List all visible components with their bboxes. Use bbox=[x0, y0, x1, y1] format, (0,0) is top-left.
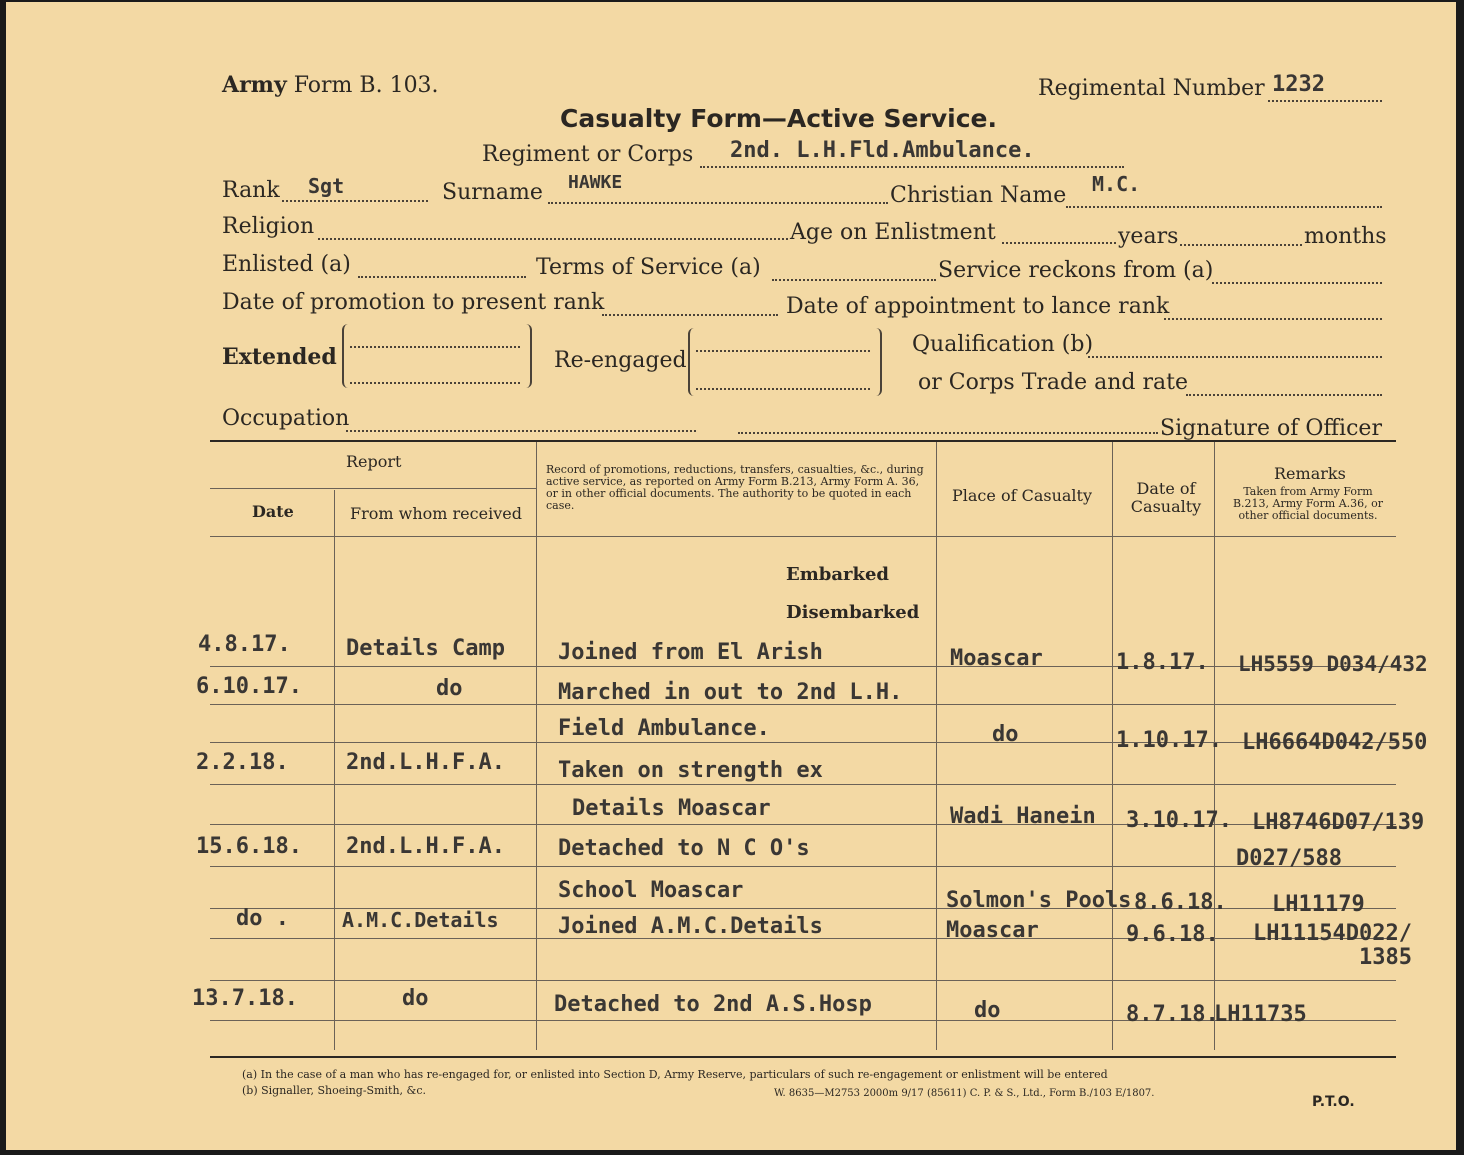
row-from: A.M.C.Details bbox=[342, 908, 499, 932]
row-casualty-date: 8.6.18. bbox=[1134, 890, 1227, 915]
disembarked-label: Disembarked bbox=[786, 602, 920, 623]
lance-rank-label: Date of appointment to lance rank bbox=[786, 294, 1170, 319]
row-remarks: LH11735 bbox=[1214, 1002, 1307, 1027]
row-date: 6.10.17. bbox=[196, 674, 302, 699]
corps-trade-label: or Corps Trade and rate bbox=[918, 370, 1188, 395]
pto-mark: P.T.O. bbox=[1312, 1094, 1355, 1110]
row-date: 2.2.18. bbox=[196, 750, 289, 775]
rank-value: Sgt bbox=[308, 174, 345, 198]
row-casualty-date: 9.6.18. bbox=[1126, 922, 1219, 947]
rank-label: Rank bbox=[222, 178, 280, 203]
form-id bbox=[222, 72, 439, 98]
casualty-form bbox=[6, 2, 1456, 1150]
row-casualty-date: 1.8.17. bbox=[1116, 650, 1209, 675]
months-label: months bbox=[1304, 224, 1387, 249]
row-from: do bbox=[436, 676, 463, 701]
row-place: do bbox=[992, 722, 1019, 747]
row-record: School Moascar bbox=[558, 878, 744, 903]
years-label: years bbox=[1118, 224, 1179, 249]
religion-label: Religion bbox=[222, 214, 315, 239]
row-remarks: LH11154D022/ 1385 bbox=[1253, 921, 1412, 970]
regimental-number-label: Regimental Number bbox=[1038, 76, 1265, 101]
terms-of-service-label: Terms of Service (a) bbox=[536, 255, 761, 280]
footnote-b: (b) Signaller, Shoeing-Smith, &c. bbox=[242, 1084, 426, 1097]
christian-name-value: M.C. bbox=[1092, 172, 1141, 196]
row-place: Wadi Hanein bbox=[950, 804, 1096, 829]
qualification-label: Qualification (b) bbox=[912, 332, 1094, 357]
age-label: Age on Enlistment bbox=[790, 220, 996, 245]
regiment-value: 2nd. L.H.Fld.Ambulance. bbox=[730, 138, 1035, 163]
row-remarks: LH8746D07/139 bbox=[1252, 810, 1425, 835]
row-from: Details Camp bbox=[346, 636, 505, 661]
record-column-header: Record of promotions, reductions, transfers, casualties, &c., during active service, as reported on Army Form B.213, Army Form A. 36, or in other official documents. The authority to be quoted in each case. bbox=[546, 463, 924, 512]
row-record: Details Moascar bbox=[572, 796, 771, 821]
regiment-label: Regiment or Corps bbox=[482, 142, 694, 167]
surname-label: Surname bbox=[442, 180, 543, 205]
row-from: 2nd.L.H.F.A. bbox=[346, 750, 505, 775]
re-engaged-label: Re-engaged bbox=[554, 348, 687, 373]
date-column-header: Date bbox=[252, 502, 294, 521]
row-place: Solmon's Pools bbox=[946, 888, 1132, 913]
form-title: Casualty Form—Active Service. bbox=[560, 104, 997, 133]
form-id-rest: Form B. 103. bbox=[293, 73, 439, 98]
row-place: Moascar bbox=[946, 918, 1039, 943]
row-record: Taken on strength ex bbox=[558, 758, 823, 783]
row-date: 4.8.17. bbox=[198, 632, 291, 657]
service-reckons-label: Service reckons from (a) bbox=[938, 258, 1214, 283]
from-whom-received-header: From whom received bbox=[350, 504, 522, 523]
form-id-army: Army bbox=[222, 72, 287, 98]
row-remarks: D027/588 bbox=[1236, 846, 1342, 871]
row-casualty-date: 8.7.18. bbox=[1126, 1002, 1219, 1027]
footnote-a: (a) In the case of a man who has re-engaged for, or enlisted into Section D, Army Reserve, particulars of such re-engagement or enlistment will be entered bbox=[242, 1068, 1108, 1081]
row-remarks: LH6664D042/550 bbox=[1242, 730, 1428, 755]
row-record: Joined A.M.C.Details bbox=[558, 914, 823, 939]
place-of-casualty-header: Place of Casualty bbox=[952, 486, 1092, 505]
row-remarks: LH11179 bbox=[1272, 892, 1365, 917]
row-record: Field Ambulance. bbox=[558, 716, 770, 741]
row-place: do bbox=[974, 998, 1001, 1023]
embarked-label: Embarked bbox=[786, 564, 890, 585]
row-casualty-date: 3.10.17. bbox=[1126, 808, 1232, 833]
report-header: Report bbox=[346, 452, 402, 471]
regimental-number-value: 1232 bbox=[1272, 72, 1325, 97]
enlisted-label: Enlisted (a) bbox=[222, 252, 351, 277]
date-of-casualty-header: Date of Casualty bbox=[1130, 479, 1202, 516]
row-from: do bbox=[402, 986, 429, 1011]
printer-imprint: W. 8635—M2753 2000m 9/17 (85611) C. P. & S., Ltd., Form B./103 E/1807. bbox=[774, 1088, 1155, 1099]
row-record: Detached to 2nd A.S.Hosp bbox=[554, 992, 872, 1017]
row-place: Moascar bbox=[950, 646, 1043, 671]
row-record: Joined from El Arish bbox=[558, 640, 823, 665]
row-record: Detached to N C O's bbox=[558, 836, 810, 861]
remarks-subheader: Taken from Army Form B.213, Army Form A.36, or other official documents. bbox=[1232, 485, 1384, 522]
officer-signature-label: Signature of Officer bbox=[1160, 416, 1382, 441]
promotion-date-label: Date of promotion to present rank bbox=[222, 290, 605, 315]
remarks-header: Remarks bbox=[1274, 464, 1346, 483]
christian-name-label: Christian Name bbox=[890, 183, 1067, 208]
row-date: 13.7.18. bbox=[192, 986, 298, 1011]
row-remarks: LH5559 D034/432 bbox=[1238, 652, 1428, 676]
row-casualty-date: 1.10.17. bbox=[1116, 728, 1222, 753]
row-from: 2nd.L.H.F.A. bbox=[346, 834, 505, 859]
row-date: do . bbox=[236, 906, 289, 931]
row-date: 15.6.18. bbox=[196, 834, 302, 859]
occupation-label: Occupation bbox=[222, 406, 350, 431]
row-record: Marched in out to 2nd L.H. bbox=[558, 680, 903, 705]
extended-label: Extended bbox=[222, 344, 337, 370]
surname-value: HAWKE bbox=[568, 172, 623, 193]
